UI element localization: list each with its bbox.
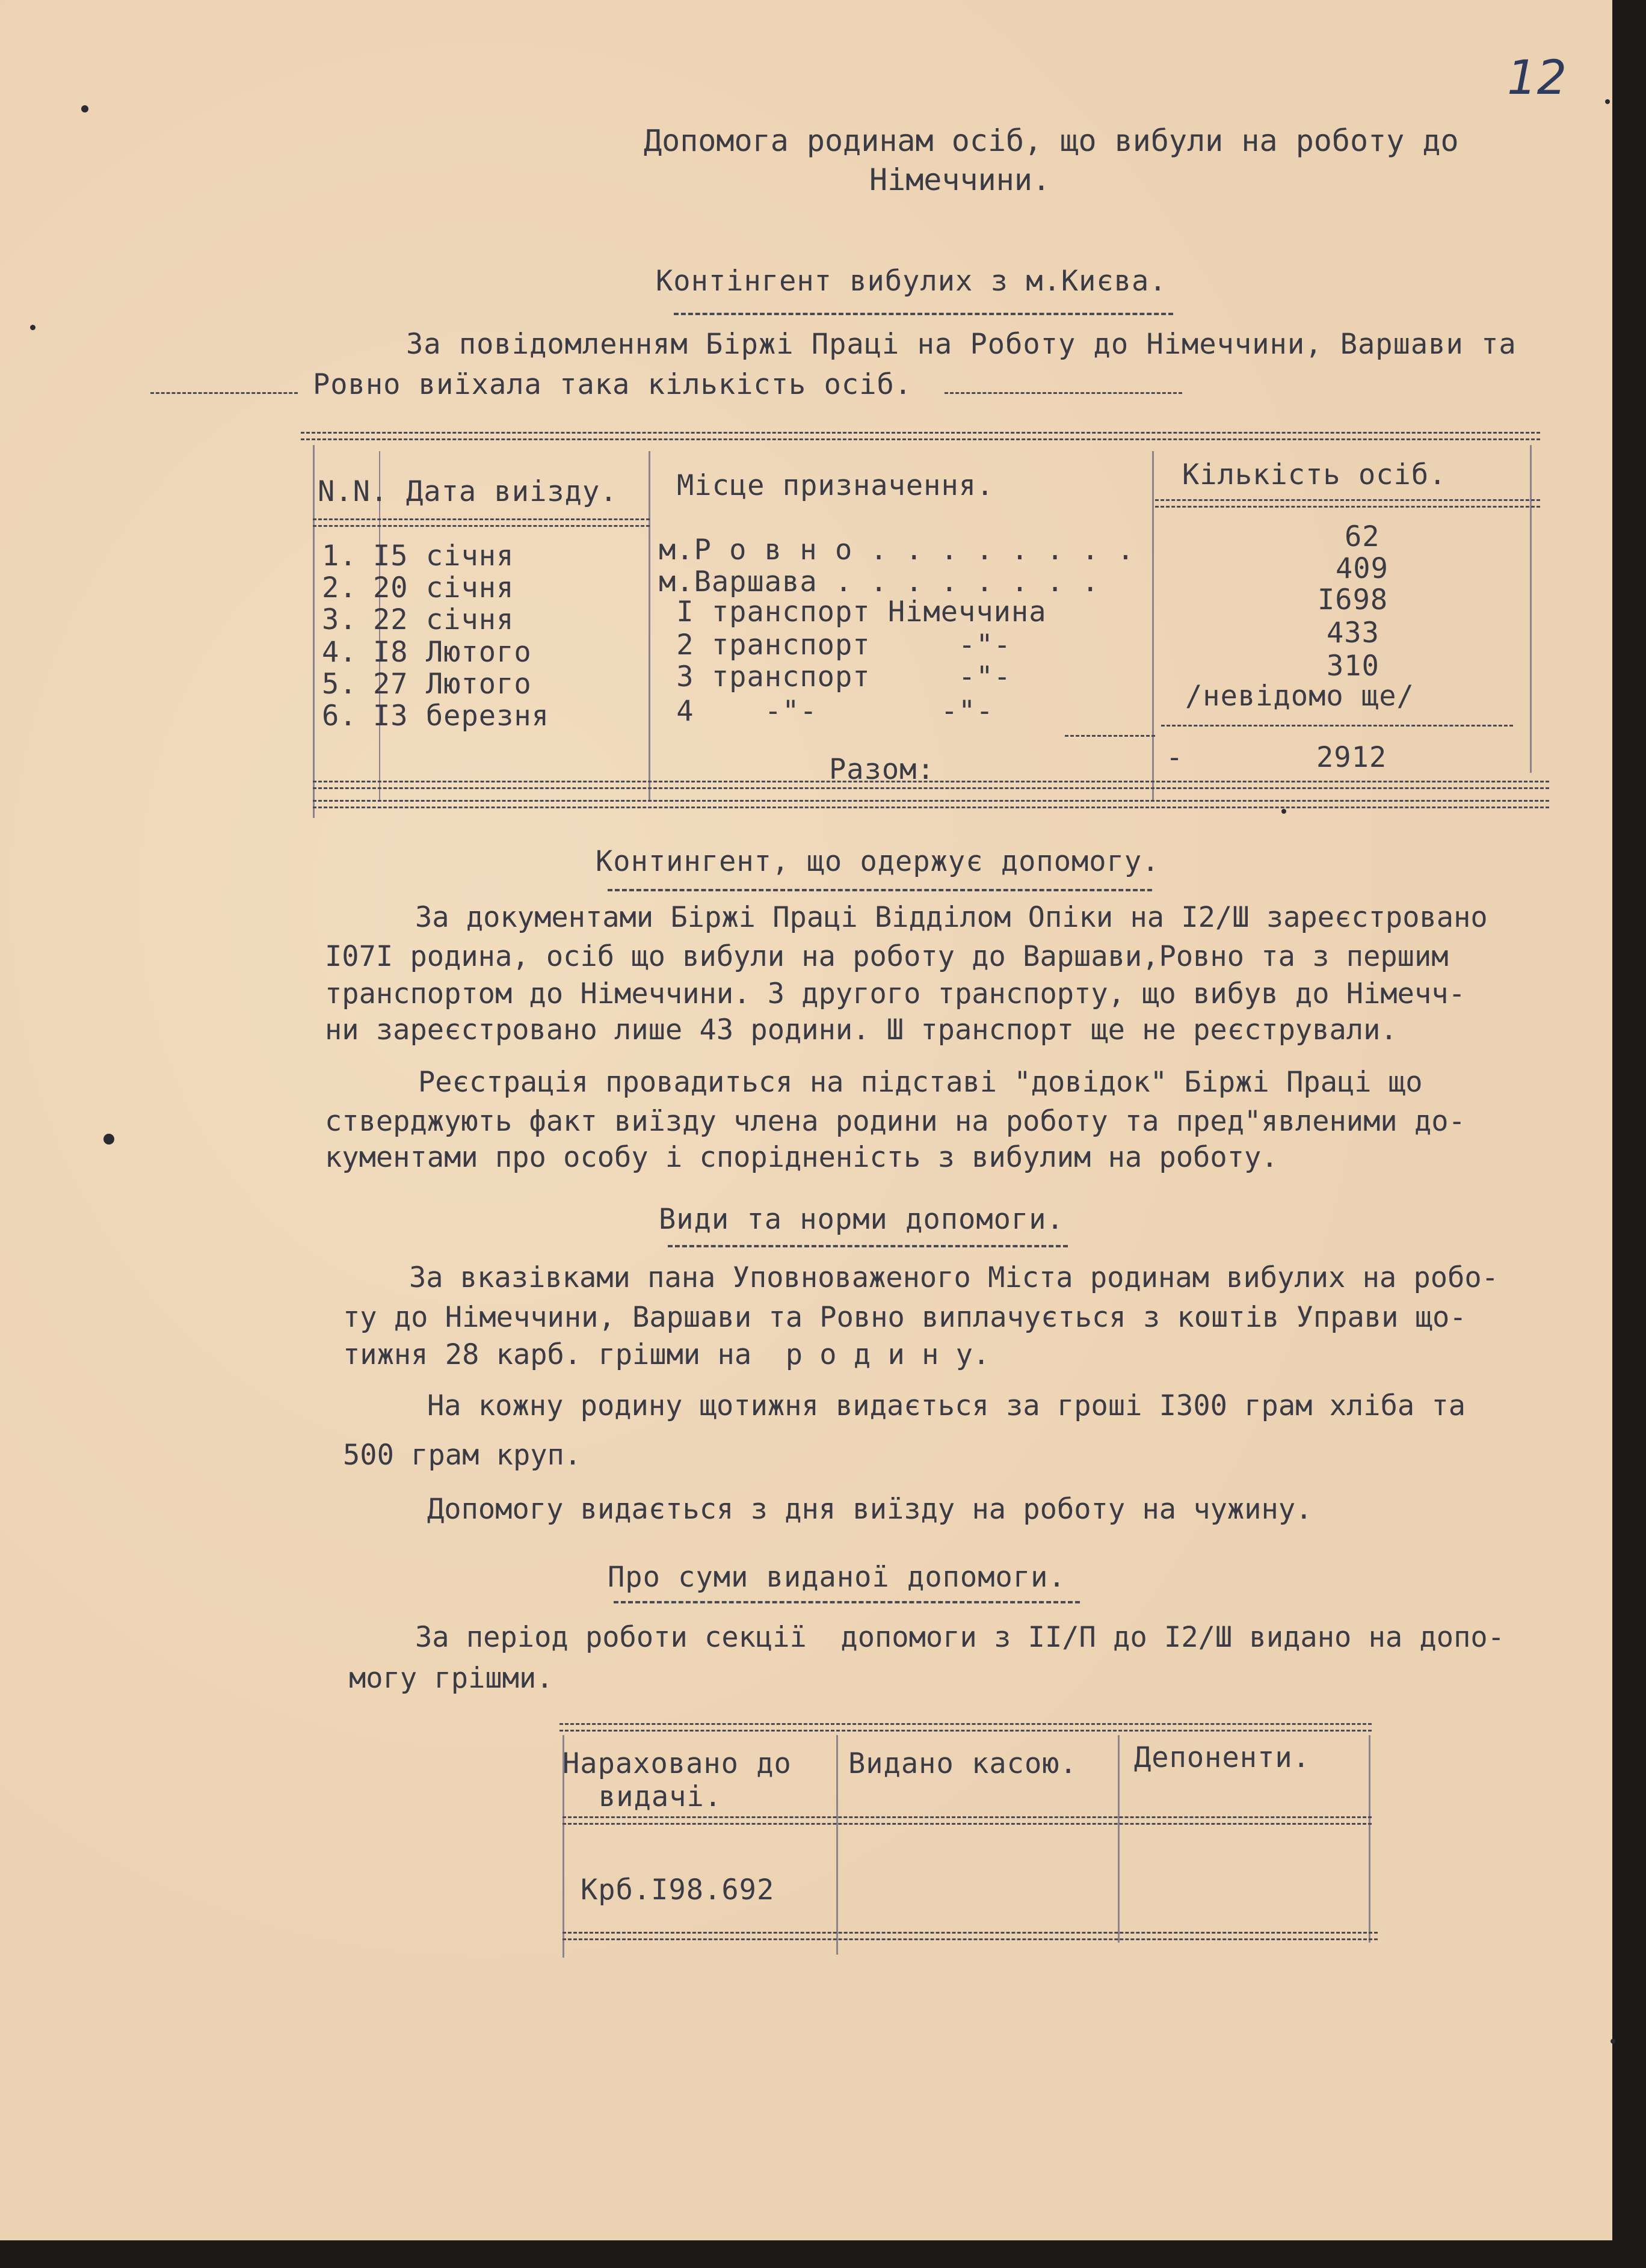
section2-para2-line2: стверджують факт виїзду члена родини на роботу та пред"явленими до- [325, 1105, 1466, 1138]
row-count: /невідомо ще/ [1185, 680, 1414, 713]
row-count: 409 [1336, 552, 1389, 585]
table2-right-border [1369, 1735, 1370, 1943]
section2-para1-line2: I07I родина, осіб що вибули на роботу до Варшави,Ровно та з першим [325, 940, 1449, 973]
table1-bottom-rule [313, 800, 1549, 808]
table2-header-rule [563, 1816, 1372, 1825]
section3-para1-line2: ту до Німеччини, Варшави та Ровно виплачується з коштів Управи що- [343, 1301, 1467, 1334]
subtotal-rule [1161, 725, 1513, 727]
row-date: I5 січня [373, 539, 514, 573]
table1-col-divider [649, 451, 650, 800]
section2-para2-line1: Реєстрація провадиться на підставі "довідок" Біржі Праці що [418, 1066, 1423, 1099]
section3-para2-line2: 500 грам круп. [343, 1439, 582, 1472]
section2-para1-line4: ни зареєстровано лише 43 родини. Ш транспорт ще не реєстрували. [325, 1013, 1398, 1046]
section3-underline [668, 1245, 1068, 1247]
table1-top-rule [301, 432, 1540, 440]
section1-underline [674, 313, 1173, 315]
table1-left-border [313, 445, 315, 818]
trailing-rule [945, 392, 1182, 394]
ink-speck [1611, 2039, 1615, 2044]
table1-header-place: Місце призначення. [677, 469, 994, 502]
table2-bottom-rule [563, 1932, 1378, 1940]
table2-col-divider [836, 1735, 838, 1955]
ink-speck [1281, 809, 1286, 814]
row-date: 27 Лютого [373, 668, 532, 701]
table1-header-rule [313, 518, 650, 527]
margin-rule [150, 392, 298, 394]
table1-header-num: N.N. [318, 475, 389, 508]
ink-speck [30, 325, 35, 330]
row-number: 6. [322, 699, 357, 733]
section3-para2-line1: На кожну родину щотижня видається за гроші I300 грам хліба та [427, 1389, 1466, 1422]
section3-heading: Види та норми допомоги. [659, 1203, 1064, 1236]
row-place: м.Р о в н о . . . . . . . . [659, 533, 1135, 567]
section1-heading: Контінгент вибулих з м.Києва. [656, 265, 1167, 298]
row-count: I698 [1318, 583, 1389, 616]
table2-header-accrued-line2: видачі. [599, 1780, 723, 1813]
table1-header-date: Дата виізду. [406, 475, 618, 508]
table2-header-accrued-line1: Нараховано до [563, 1747, 792, 1780]
row-number: 3. [322, 603, 357, 636]
table2-cell-accrued: Крб.I98.692 [581, 1873, 775, 1907]
table1-total-dash: - [1166, 741, 1184, 774]
section2-para2-line3: кументами про особу і спорідненість з вибулим на роботу. [325, 1141, 1278, 1174]
row-place: I транспорт Німеччина [659, 595, 1047, 628]
table1-col-divider [1152, 451, 1154, 800]
table1-header-rule [1155, 499, 1540, 508]
row-place: 2 транспорт -"- [659, 628, 1011, 662]
ink-speck [103, 1134, 114, 1145]
row-number: 4. [322, 636, 357, 669]
subtotal-rule [1065, 735, 1155, 737]
section2-para1-line1: За документами Біржі Праці Відділом Опіки на I2/Ш зареєстровано [415, 901, 1488, 934]
row-date: I8 Лютого [373, 636, 532, 669]
row-number: 1. [322, 539, 357, 573]
ink-speck [1605, 99, 1610, 104]
table1-total-value: 2912 [1316, 741, 1387, 774]
table2-col-divider [1118, 1735, 1120, 1943]
section2-para1-line3: транспортом до Німеччини. З другого транспорту, що вибув до Німечч- [325, 977, 1466, 1010]
row-number: 2. [322, 571, 357, 604]
table1-total-label: Разом: [829, 753, 935, 786]
page-number: 12 [1507, 51, 1567, 105]
table2-header-paid: Видано касою. [848, 1747, 1077, 1780]
section4-heading: Про суми виданої допомоги. [608, 1561, 1066, 1594]
row-date: 22 січня [373, 603, 514, 636]
section4-para1-line2: могу грішми. [349, 1662, 553, 1695]
section2-underline [608, 889, 1152, 891]
section3-para1-line1: За вказівками пана Уповноваженого Міста родинам вибулих на робо- [409, 1261, 1499, 1294]
row-place: 3 транспорт -"- [659, 660, 1011, 693]
table2-header-deposits: Депоненти. [1134, 1741, 1310, 1774]
table1-right-border [1530, 445, 1532, 773]
row-count: 62 [1345, 520, 1380, 553]
table2-top-rule [559, 1723, 1372, 1732]
row-number: 5. [322, 668, 357, 701]
ink-speck [81, 105, 88, 112]
row-date: I3 березня [373, 699, 549, 733]
section1-intro-line1: За повідомленням Біржі Праці на Роботу до Німеччини, Варшави та [406, 328, 1517, 361]
row-place: м.Варшава . . . . . . . . [659, 565, 1100, 598]
section1-intro-line2: Ровно виїхала така кількість осіб. [313, 368, 913, 401]
section3-para1-line3: тижня 28 карб. грішми на р о д и н у. [343, 1338, 990, 1371]
section4-underline [614, 1601, 1080, 1603]
doc-title-line1: Допомога родинам осіб, що вибули на роботу до [644, 123, 1459, 158]
row-count: 433 [1327, 616, 1379, 650]
doc-title-line2: Німеччини. [869, 162, 1051, 197]
section2-heading: Контингент, що одержує допомогу. [596, 845, 1160, 878]
section4-para1-line1: За період роботи секції допомоги з II/П до I2/Ш видано на допо- [415, 1621, 1505, 1654]
table1-bottom-rule [313, 781, 1549, 789]
row-count: 310 [1327, 650, 1379, 683]
table1-header-count: Кількість осіб. [1182, 458, 1447, 491]
row-place: 4 -"- -"- [659, 695, 994, 728]
row-date: 20 січня [373, 571, 514, 604]
section3-para3-line1: Допомогу видається з дня виїзду на роботу на чужину. [427, 1493, 1313, 1526]
